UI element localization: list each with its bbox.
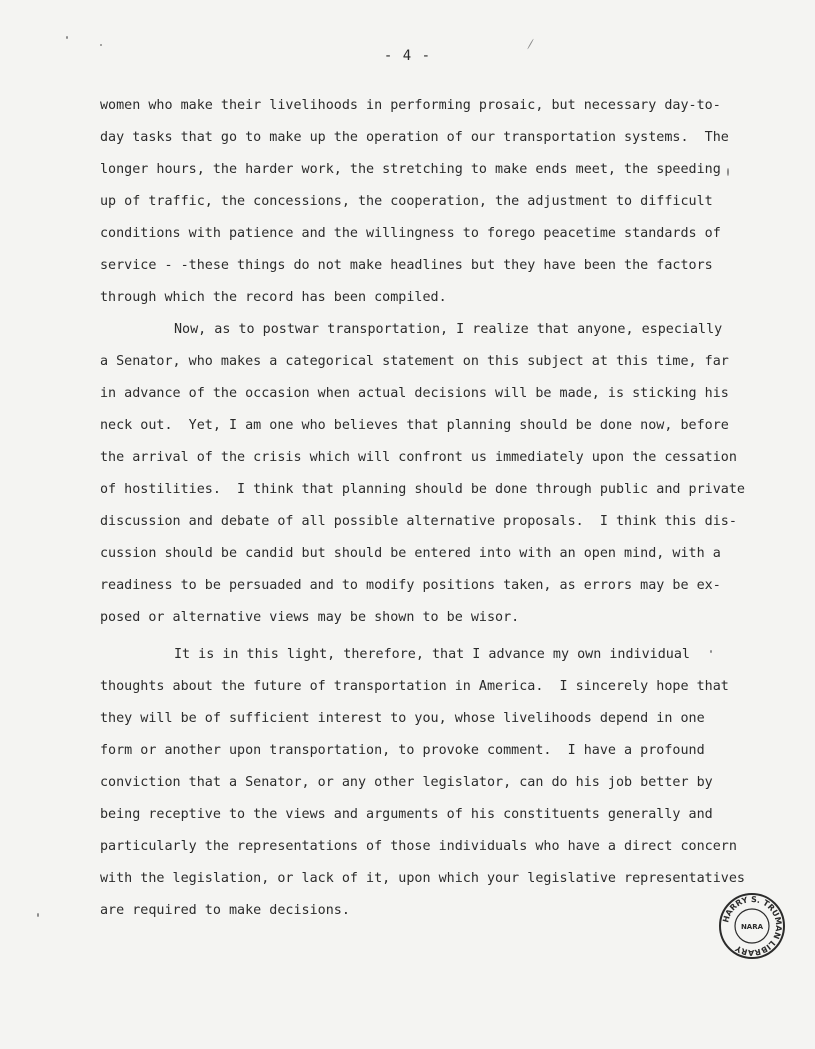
text-line: being receptive to the views and arguments of his constituents generally and	[100, 807, 713, 822]
text-line: they will be of sufficient interest to you, whose livelihoods depend in one	[100, 711, 705, 726]
scan-speck	[727, 168, 729, 176]
scan-speck	[37, 913, 39, 917]
text-line: posed or alternative views may be shown to be wisor.	[100, 610, 520, 625]
page-number: - 4 -	[383, 48, 432, 64]
text-line: conditions with patience and the willingness to forego peacetime standards of	[100, 226, 721, 241]
text-line: cussion should be candid but should be entered into with an open mind, with a	[100, 546, 721, 561]
text-line: day tasks that go to make up the operation of our transportation systems. The	[100, 130, 729, 145]
text-line: readiness to be persuaded and to modify positions taken, as errors may be ex-	[100, 578, 721, 593]
scan-speck	[100, 44, 102, 46]
text-line: up of traffic, the concessions, the cooperation, the adjustment to difficult	[100, 194, 713, 209]
text-line: women who make their livelihoods in performing prosaic, but necessary day-to-	[100, 98, 721, 113]
stamp-center-text: NARA	[740, 923, 764, 931]
text-line: of hostilities. I think that planning should be done through public and private	[100, 482, 745, 497]
text-line: conviction that a Senator, or any other legislator, can do his job better by	[100, 775, 713, 790]
text-line: the arrival of the crisis which will confront us immediately upon the cessation	[100, 450, 737, 465]
scan-speck	[710, 650, 712, 653]
text-line: particularly the representations of those individuals who have a direct concern	[100, 839, 737, 854]
scan-speck	[66, 36, 68, 39]
text-line: Now, as to postwar transportation, I realize that anyone, especially	[174, 322, 723, 337]
library-stamp-icon	[718, 892, 786, 960]
text-line: in advance of the occasion when actual decisions will be made, is sticking his	[100, 386, 729, 401]
text-line: longer hours, the harder work, the stretching to make ends meet, the speeding	[100, 162, 721, 177]
text-line: neck out. Yet, I am one who believes that planning should be done now, before	[100, 418, 729, 433]
stamp-ring-text: HARRY S. TRUMAN LIBRARY	[721, 894, 784, 958]
text-line: with the legislation, or lack of it, upon which your legislative representatives	[100, 871, 745, 886]
text-line: thoughts about the future of transportation in America. I sincerely hope that	[100, 679, 729, 694]
text-line: It is in this light, therefore, that I advance my own individual	[174, 647, 690, 662]
text-line: discussion and debate of all possible alternative proposals. I think this dis-	[100, 514, 737, 529]
text-line: through which the record has been compiled.	[100, 290, 447, 305]
text-line: service - -these things do not make headlines but they have been the factors	[100, 258, 713, 273]
text-line: a Senator, who makes a categorical statement on this subject at this time, far	[100, 354, 729, 369]
text-line: are required to make decisions.	[100, 903, 350, 918]
text-line: form or another upon transportation, to provoke comment. I have a profound	[100, 743, 705, 758]
